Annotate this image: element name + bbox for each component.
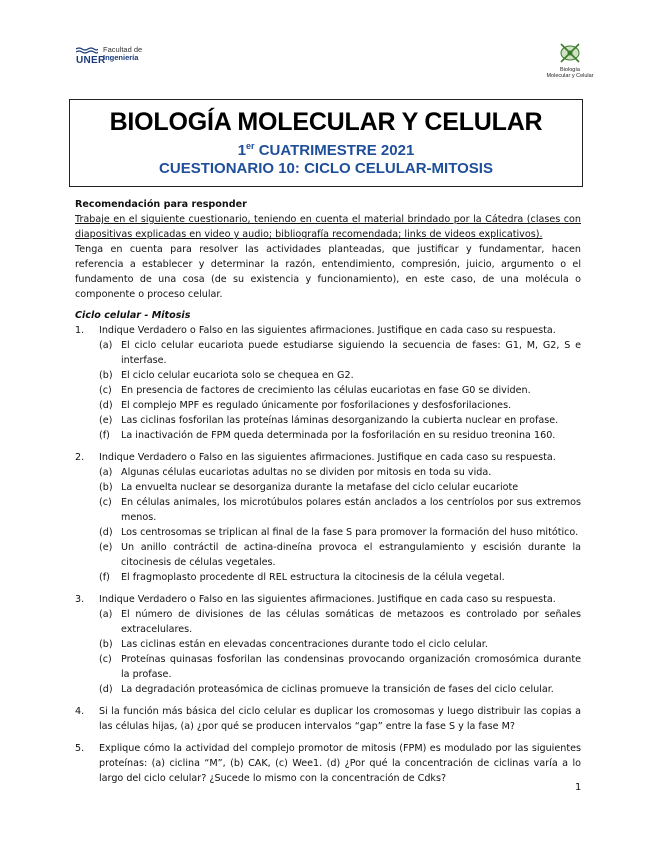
term-title — [70, 141, 582, 159]
item-text: En presencia de factores de crecimiento las células eucariotas en fase G0 se dividen. — [121, 385, 531, 396]
question-item — [99, 465, 581, 480]
question-gap — [75, 734, 581, 741]
question-text: Indique Verdadero o Falso en las siguientes afirmaciones. Justifique en cada caso su respuesta. — [99, 452, 556, 463]
item-label: (d) — [99, 400, 113, 411]
title-box — [69, 99, 583, 187]
item-label: (b) — [99, 482, 113, 493]
item-text: El ciclo celular eucariota solo se chequea en G2. — [121, 370, 354, 381]
item-label: (f) — [99, 572, 110, 583]
question-item — [99, 398, 581, 413]
question-gap — [75, 585, 581, 592]
question-5 — [75, 741, 581, 786]
item-label: (f) — [99, 430, 110, 441]
question-number: 4. — [75, 706, 85, 717]
question-text: Indique Verdadero o Falso en las siguientes afirmaciones. Justifique en cada caso su respuesta. — [99, 594, 556, 605]
item-label: (a) — [99, 340, 113, 351]
question-item — [99, 682, 581, 697]
item-label: (a) — [99, 609, 113, 620]
waves-icon — [76, 47, 98, 55]
question-3 — [75, 592, 581, 697]
item-label: (e) — [99, 415, 113, 426]
item-text: El fragmoplasto procedente dl REL estructura la citocinesis de la célula vegetal. — [121, 572, 505, 583]
question-item — [99, 338, 581, 368]
item-text: Los centrosomas se triplican al final de la fase S para promover la formación del huso mitótico. — [121, 527, 579, 538]
item-text: La inactivación de FPM queda determinada por la fosforilación en su residuo treonina 160. — [121, 430, 556, 441]
question-text-block — [75, 323, 581, 338]
question-item — [99, 540, 581, 570]
question-text: Indique Verdadero o Falso en las siguientes afirmaciones. Justifique en cada caso su respuesta. — [99, 325, 556, 336]
course-logo-line1: Biología — [560, 67, 580, 73]
item-text: Algunas células eucariotas adultas no se dividen por mitosis en toda su vida. — [121, 467, 492, 478]
course-logo-line2: Molecular y Celular — [546, 73, 594, 79]
question-item — [99, 637, 581, 652]
question-1 — [75, 323, 581, 443]
question-gap — [75, 697, 581, 704]
question-text-block — [75, 741, 581, 786]
question-text-block — [75, 592, 581, 607]
item-label: (b) — [99, 639, 113, 650]
question-items — [99, 607, 581, 697]
recommendation-underlined: Trabaje en el siguiente cuestionario, teniendo en cuenta el material brindado por la Cátedra (clases con diapositivas explicadas en video y audio; bibliografía recomendada; links de videos explicativos). — [75, 214, 581, 240]
question-item — [99, 480, 581, 495]
dna-cell-icon — [557, 40, 583, 66]
term-number: 1 — [237, 142, 247, 159]
question-text-block — [75, 704, 581, 734]
term-text: CUATRIMESTRE 2021 — [254, 142, 415, 159]
logo-faculty — [103, 46, 142, 62]
main-title: BIOLOGÍA MOLECULAR Y CELULAR — [109, 108, 543, 136]
question-items — [99, 338, 581, 443]
item-text: La envuelta nuclear se desorganiza durante la metafase del ciclo celular eucariote — [121, 482, 519, 493]
logo-faculty-line1: Facultad de — [103, 45, 143, 54]
question-item — [99, 652, 581, 682]
question-item — [99, 607, 581, 637]
question-number: 2. — [75, 452, 85, 463]
question-text: Si la función más básica del ciclo celular es duplicar los cromosomas y luego distribuir las copias a las células hijas, (a) ¿por qué se producen intervalos “gap” entre la fase S y la fase M? — [99, 706, 581, 732]
question-item — [99, 428, 581, 443]
item-text: Las ciclinas fosforilan las proteínas láminas desorganizando la cubierta nuclear en profase. — [121, 415, 559, 426]
question-4 — [75, 704, 581, 734]
question-item — [99, 368, 581, 383]
question-text: Explique cómo la actividad del complejo promotor de mitosis (FPM) es modulado por las siguientes proteínas: (a) ciclina “M”, (b) CAK, (c) Wee1. (d) ¿Por qué la concentración de ciclinas varía a lo largo del ciclo celular? ¿Sucede lo mismo con la concentración de Cdks? — [99, 743, 581, 784]
page-number: 1 — [575, 782, 582, 793]
question-items — [99, 465, 581, 585]
item-label: (d) — [99, 527, 113, 538]
section-title: Ciclo celular - Mitosis — [75, 310, 191, 321]
questionnaire-title: CUESTIONARIO 10: CICLO CELULAR-MITOSIS — [159, 160, 493, 177]
item-text: El número de divisiones de las células somáticas de metazoos es controlado por señales extracelulares. — [121, 609, 581, 635]
item-text: En células animales, los microtúbulos polares están anclados a los centríolos por sus extremos menos. — [121, 497, 581, 523]
item-text: La degradación proteasómica de ciclinas promueve la transición de fases del ciclo celular. — [121, 684, 554, 695]
question-number: 3. — [75, 594, 85, 605]
item-text: El complejo MPF es regulado únicamente por fosforilaciones y desfosforilaciones. — [121, 400, 512, 411]
question-gap — [75, 443, 581, 450]
question-2 — [75, 450, 581, 585]
question-number: 1. — [75, 325, 85, 336]
item-label: (b) — [99, 370, 113, 381]
question-item — [99, 570, 581, 585]
question-item — [99, 413, 581, 428]
item-text: Las ciclinas están en elevadas concentraciones durante todo el ciclo celular. — [121, 639, 488, 650]
item-text: El ciclo celular eucariota puede estudiarse siguiendo la secuencia de fases: G1, M, G2, S e interfase. — [121, 340, 581, 366]
item-label: (d) — [99, 684, 113, 695]
item-label: (c) — [99, 385, 112, 396]
term-superscript: er — [246, 141, 255, 151]
item-label: (c) — [99, 497, 112, 508]
logo-acronym: UNER — [76, 55, 106, 66]
recommendation-body: Tenga en cuenta para resolver las actividades planteadas, que justificar y fundamentar, hacen referencia a establecer y determinar la razón, entendimiento, compresión, juicio, argumento o el fundamento de una cosa (de su existencia y funcionamiento), en este caso, de una molécula o componente o proceso celular. — [75, 244, 581, 300]
course-logo-label — [540, 67, 600, 79]
question-text-block — [75, 450, 581, 465]
item-label: (e) — [99, 542, 113, 553]
question-number: 5. — [75, 743, 85, 754]
item-label: (c) — [99, 654, 112, 665]
question-item — [99, 525, 581, 540]
question-item — [99, 383, 581, 398]
question-list — [75, 323, 581, 786]
question-item — [99, 495, 581, 525]
item-label: (a) — [99, 467, 113, 478]
logo-faculty-line2: Ingeniería — [103, 53, 139, 62]
course-logo — [540, 40, 600, 86]
item-text: Un anillo contráctil de actina-dineína provoca el estrangulamiento y escisión durante la citocinesis de células vegetales. — [121, 542, 581, 568]
item-text: Proteínas quinasas fosforilan las condensinas provocando organización cromosómica durante la profase. — [121, 654, 581, 680]
recommendation-heading: Recomendación para responder — [75, 199, 247, 210]
uner-logo — [76, 46, 166, 68]
document-body — [75, 197, 581, 786]
